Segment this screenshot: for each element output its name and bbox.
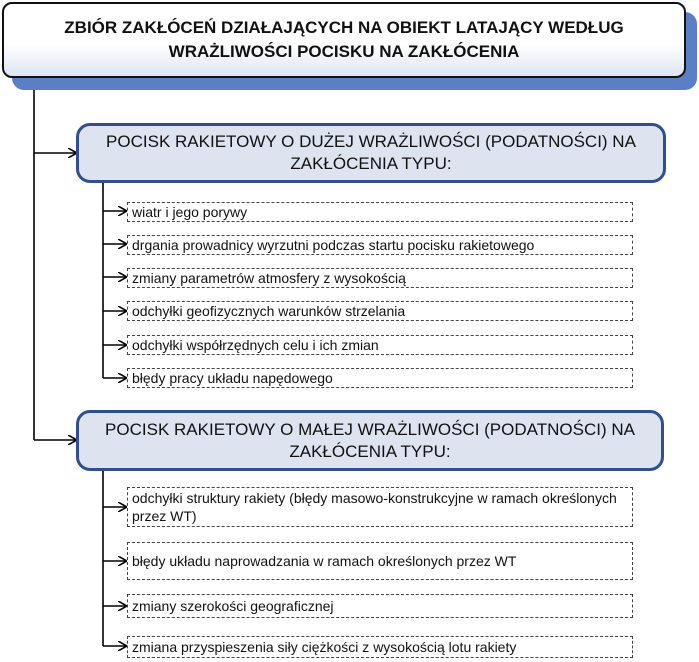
item-wind-gusts (127, 202, 633, 222)
item-label: odchyłki struktury rakiety (błędy masowo-konstrukcyjne w ramach określonych przez WT) (132, 490, 617, 524)
category-high-sensitivity-label: POCISK RAKIETOWY O DUŻEJ WRAŻLIWOŚCI (PODATNOŚCI) NA ZAKŁÓCENIA TYPU: (106, 132, 636, 173)
item-label: wiatr i jego porywy (132, 204, 248, 220)
category-high-sensitivity (76, 123, 666, 183)
item-launcher-vibration (127, 235, 633, 255)
category-low-sensitivity-label: POCISK RAKIETOWY O MAŁEJ WRAŻLIWOŚCI (PODATNOŚCI) NA ZAKŁÓCENIA TYPU: (105, 419, 635, 461)
category-low-sensitivity (76, 410, 664, 471)
item-structure-deviations (127, 487, 633, 527)
item-propulsion-errors (127, 368, 633, 388)
item-latitude-changes (127, 594, 633, 618)
item-target-coordinates (127, 335, 633, 355)
item-label: odchyłki współrzędnych celu i ich zmian (132, 337, 379, 353)
item-label: zmiany szerokości geograficznej (132, 598, 334, 614)
item-geophysical-deviations (127, 301, 633, 321)
diagram-title: ZBIÓR ZAKŁÓCEŃ DZIAŁAJĄCYCH NA OBIEKT LATAJĄCY WEDŁUG WRAŻLIWOŚCI POCISKU NA ZAKŁÓCENIA (2, 2, 686, 78)
item-guidance-errors (127, 542, 633, 580)
item-atmosphere-parameters (127, 268, 633, 288)
item-label: zmiany parametrów atmosfery z wysokością (132, 270, 406, 286)
item-label: odchyłki geofizycznych warunków strzelania (132, 303, 406, 319)
item-label: błędy układu naprowadzania w ramach określonych przez WT (132, 553, 517, 569)
item-gravity-change (127, 636, 633, 658)
item-label: błędy pracy układu napędowego (132, 370, 333, 386)
item-label: drgania prowadnicy wyrzutni podczas startu pocisku rakietowego (132, 237, 535, 253)
item-label: zmiana przyspieszenia siły ciężkości z wysokością lotu rakiety (132, 639, 517, 655)
